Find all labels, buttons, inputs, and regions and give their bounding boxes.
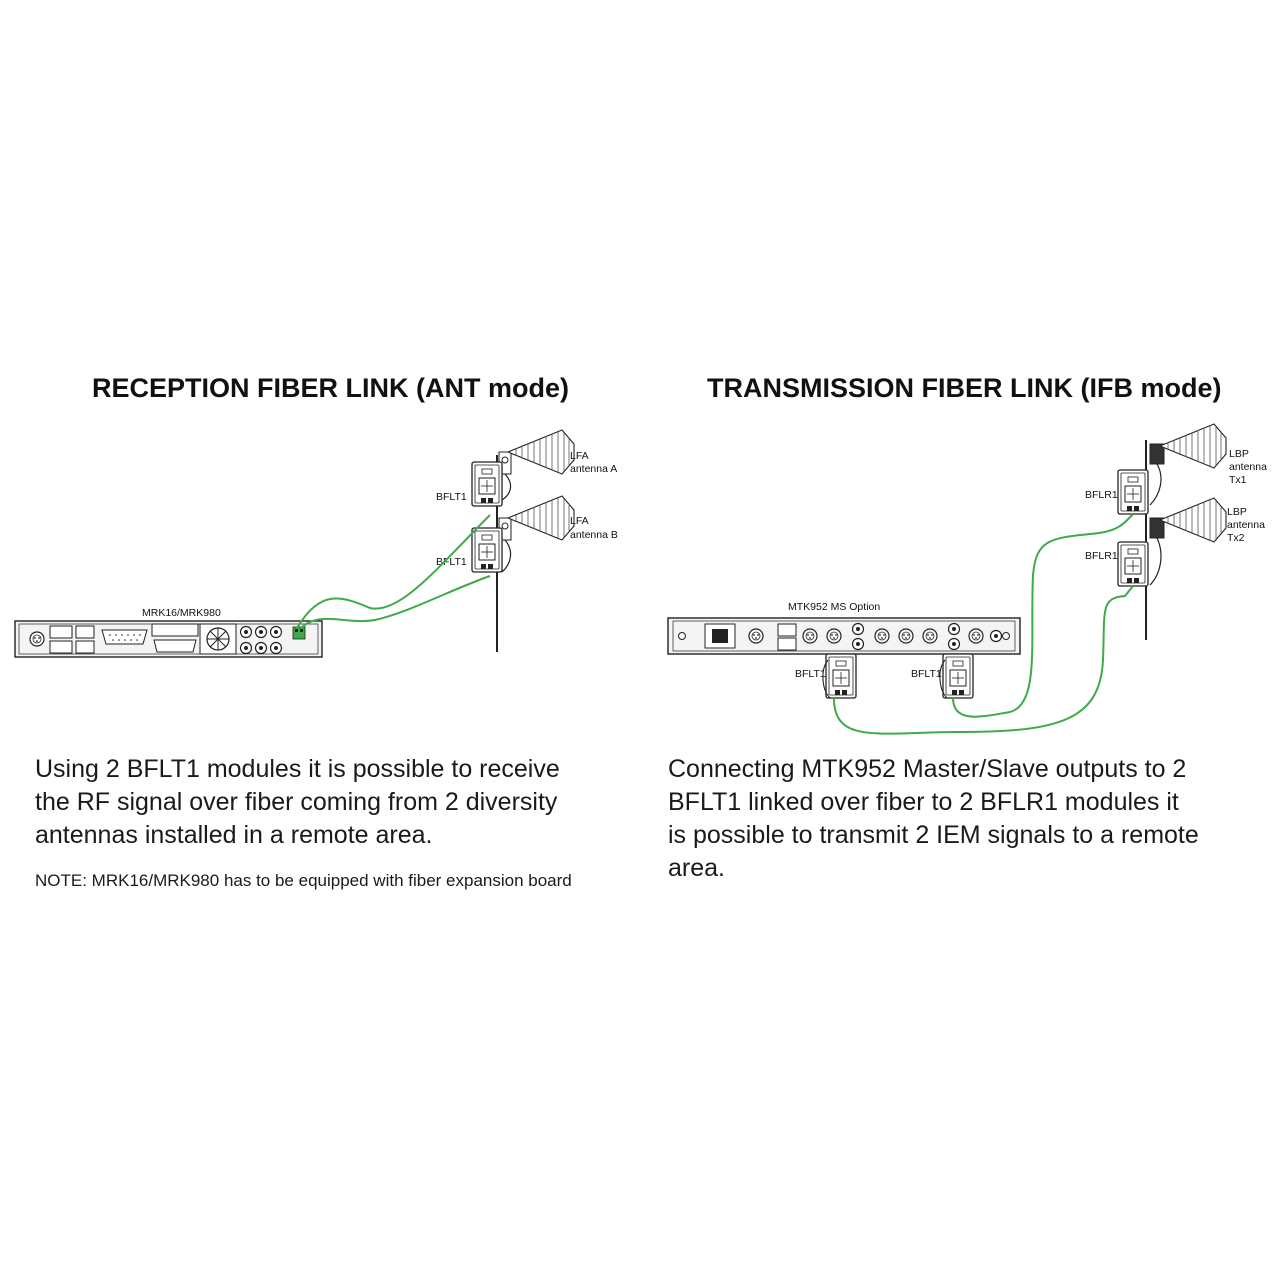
mtk952-rack-label: MTK952 MS Option [788, 601, 881, 613]
reception-title: RECEPTION FIBER LINK (ANT mode) [92, 373, 569, 403]
transmission-description-line-3: is possible to transmit 2 IEM signals to a remote [668, 821, 1199, 849]
transmission-description-line-2: BFLT1 linked over fiber to 2 BFLR1 modules it [668, 788, 1179, 816]
mrk-rack-unit [15, 621, 322, 657]
transmission-description [668, 753, 1268, 885]
mtk952-rack-unit [668, 618, 1020, 654]
tx1-label-2: antenna [1229, 461, 1267, 473]
antenna-b-label-2: antenna B [570, 529, 618, 541]
antenna-a-label-1: LFA [570, 450, 589, 462]
bflt1-tx-module-2 [943, 654, 973, 698]
lfa-antenna-a [499, 430, 574, 474]
antenna-b-label-1: LFA [570, 515, 589, 527]
tx2-label-2: antenna [1227, 519, 1265, 531]
fiber-cable-a [297, 515, 490, 628]
bflr1-module-top [1118, 470, 1148, 514]
reception-description-line-2: the RF signal over fiber coming from 2 diversity [35, 788, 558, 816]
bflt1-tx-label-2: BFLT1 [911, 668, 942, 680]
tx2-label-1: LBP [1227, 506, 1247, 518]
tx1-label-3: Tx1 [1229, 474, 1247, 486]
bflr1-label-top: BFLR1 [1085, 489, 1118, 501]
bflt1-label-top: BFLT1 [436, 491, 467, 503]
tx1-label-1: LBP [1229, 448, 1249, 460]
transmission-diagram [668, 424, 1267, 734]
transmission-title: TRANSMISSION FIBER LINK (IFB mode) [707, 373, 1222, 403]
fiber-cable-tx1 [953, 514, 1133, 717]
lbp-antenna-tx1 [1150, 424, 1226, 468]
bflr1-module-bottom [1118, 542, 1148, 586]
transmission-description-line-1: Connecting MTK952 Master/Slave outputs to 2 [668, 755, 1187, 783]
bflt1-module-bottom [472, 528, 502, 572]
tx2-label-3: Tx2 [1227, 532, 1245, 544]
lfa-antenna-b [499, 496, 574, 540]
lbp-antenna-tx2 [1150, 498, 1226, 542]
mrk-rack-label: MRK16/MRK980 [142, 607, 221, 619]
reception-diagram [15, 430, 618, 657]
antenna-a-label-2: antenna A [570, 463, 618, 475]
reception-description-line-1: Using 2 BFLT1 modules it is possible to receive [35, 755, 560, 783]
bflt1-label-bottom: BFLT1 [436, 556, 467, 568]
bflr1-label-bottom: BFLR1 [1085, 550, 1118, 562]
reception-description [35, 753, 635, 852]
reception-note: NOTE: MRK16/MRK980 has to be equipped with fiber expansion board [35, 871, 572, 890]
bflt1-tx-label-1: BFLT1 [795, 668, 826, 680]
bflt1-module-top [472, 462, 502, 506]
reception-description-line-3: antennas installed in a remote area. [35, 821, 433, 849]
transmission-description-line-4: area. [668, 854, 725, 882]
bflt1-tx-module-1 [826, 654, 856, 698]
